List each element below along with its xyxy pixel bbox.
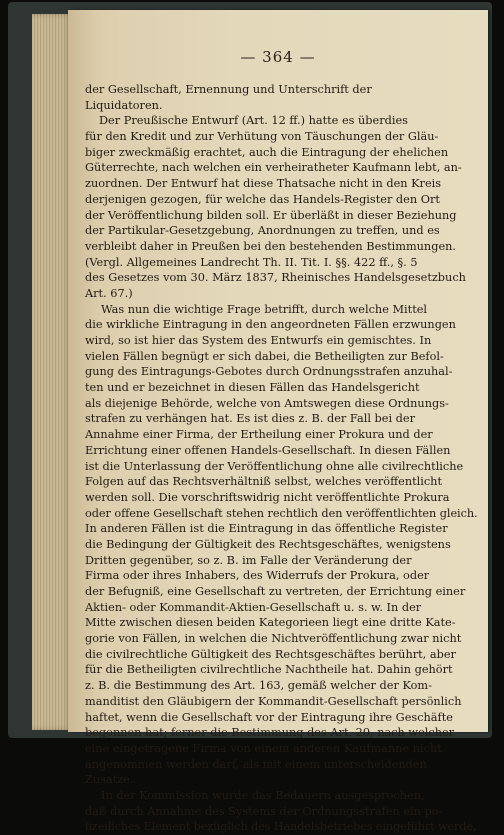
text-line: Errichtung einer offenen Handels-Gesellschaft. In diesen Fällen	[85, 443, 451, 457]
text-line: eine eingetragene Firma von einem anderen Kaufmanne nicht	[85, 741, 442, 755]
paragraph-start-line: In der Kommission wurde das Bedauern ausgesprochen,	[101, 788, 425, 802]
text-line: haftet, wenn die Gesellschaft vor der Eintragung ihre Geschäfte	[85, 710, 453, 724]
body-text	[85, 82, 477, 835]
text-line: gung des Eintragungs-Gebotes durch Ordnungsstrafen anzuhal-	[85, 365, 453, 379]
text-line: der Gesellschaft, Ernennung und Unterschrift der	[85, 83, 372, 96]
text-line: der Veröffentlichung bilden soll. Er überläßt in dieser Beziehung	[85, 208, 457, 222]
text-line: die Bedingung der Gültigkeit des Rechtsgeschäftes, wenigstens	[85, 537, 451, 551]
page-number: — 364 —	[240, 48, 316, 66]
text-line: lizeiliches Element bezüglich des Handelsbetriebes eingeführt werde,	[85, 820, 477, 834]
text-line: Mitte zwischen diesen beiden Kategorieen liegt eine dritte Kate-	[85, 616, 456, 630]
text-line: für den Kredit und zur Verhütung von Täuschungen der Gläu-	[85, 130, 439, 144]
page-stack-edges	[32, 14, 72, 730]
text-line: Güterrechte, nach welchen ein verheiratheter Kaufmann lebt, an-	[85, 161, 462, 175]
text-line: der Befugniß, eine Gesellschaft zu vertreten, der Errichtung einer	[85, 585, 466, 598]
text-line: des Gesetzes vom 30. März 1837, Rheinisches Handelsgesetzbuch	[85, 271, 466, 285]
text-line: In anderen Fällen ist die Eintragung in das öffentliche Register	[85, 522, 448, 536]
text-line: Folgen auf das Rechtsverhältniß selbst, welches veröffentlicht	[85, 475, 442, 489]
text-line: vielen Fällen begnügt er sich dabei, die Betheiligten zur Befol-	[85, 349, 444, 363]
text-line: als diejenige Behörde, welche von Amtswegen diese Ordnungs-	[85, 396, 449, 410]
paragraph-start-line: Was nun die wichtige Frage betrifft, durch welche Mittel	[101, 302, 428, 316]
text-line: werden soll. Die vorschriftswidrig nicht veröffentlichte Prokura	[85, 490, 450, 504]
text-line: der Partikular-Gesetzgebung, Anordnungen zu treffen, und es	[85, 224, 440, 238]
text-line: zuordnen. Der Entwurf hat diese Thatsache nicht in den Kreis	[85, 177, 442, 191]
text-line: derjenigen gezogen, für welche das Handels-Register den Ort	[85, 192, 440, 206]
text-line: Dritten gegenüber, so z. B. im Falle der Veränderung der	[85, 553, 412, 567]
text-line: begonnen hat; ferner die Bestimmung des Art. 20, nach welcher	[85, 726, 455, 740]
text-line: manditist den Gläubigern der Kommandit-Gesellschaft persönlich	[85, 694, 462, 708]
text-line: gorie von Fällen, in welchen die Nichtveröffentlichung zwar nicht	[85, 632, 462, 646]
text-line: Zusatze.	[85, 773, 134, 787]
text-line: Art. 67.)	[85, 286, 133, 300]
text-line: ten und er bezeichnet in diesen Fällen das Handelsgericht	[85, 381, 420, 395]
text-line: verbleibt daher in Preußen bei den bestehenden Bestimmungen.	[85, 239, 456, 253]
text-line: (Vergl. Allgemeines Landrecht Th. II. Tit. I. §§. 422 ff., §. 5	[85, 255, 418, 269]
text-line: für die Betheiligten civilrechtliche Nachtheile hat. Dahin gehört	[85, 663, 453, 677]
paragraph-start-line: Der Preußische Entwurf (Art. 12 ff.) hatte es überdies	[99, 114, 408, 128]
text-line: biger zweckmäßig erachtet, auch die Eintragung der ehelichen	[85, 145, 449, 159]
text-line: Liquidatoren.	[85, 98, 163, 112]
text-line: Annahme einer Firma, der Ertheilung einer Prokura und der	[85, 428, 433, 442]
text-line: die wirkliche Eintragung in den angeordneten Fällen erzwungen	[85, 318, 456, 332]
text-line: ist die Unterlassung der Veröffentlichung ohne alle civilrechtliche	[85, 459, 464, 473]
text-line: z. B. die Bestimmung des Art. 163, gemäß welcher der Kom-	[85, 679, 432, 693]
book-page	[68, 10, 488, 834]
text-line: Firma oder ihres Inhabers, des Widerrufs der Prokura, oder	[85, 569, 430, 583]
text-line: daß durch Annahme des Systems der Ordnungsstrafen ein po-	[85, 804, 443, 818]
text-line: wird, so ist hier das System des Entwurfs ein gemischtes. In	[85, 334, 432, 347]
text-line: strafen zu verhängen hat. Es ist dies z. B. der Fall bei der	[85, 412, 415, 426]
text-line: Aktien- oder Kommandit-Aktien-Gesellschaft u. s. w. In der	[85, 600, 422, 614]
text-line: die civilrechtliche Gültigkeit des Rechtsgeschäftes berührt, aber	[85, 647, 456, 661]
text-line: oder offene Gesellschaft stehen rechtlich den veröffentlichten gleich.	[85, 506, 478, 520]
text-line: angenommen werden darf, als mit einem unterscheidenden	[85, 757, 427, 771]
